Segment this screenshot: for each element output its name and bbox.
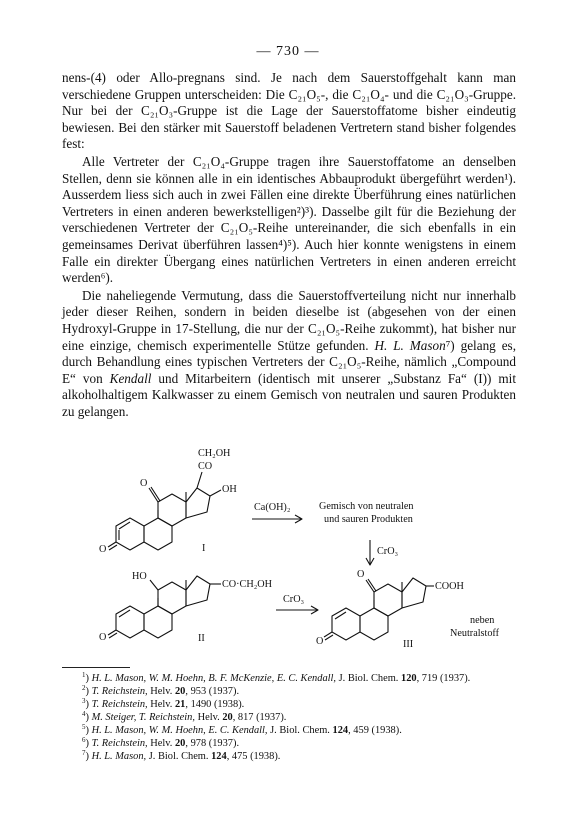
label-neben: neben <box>470 615 495 626</box>
arrow-caoh2 <box>252 515 302 523</box>
footnote-separator <box>62 667 130 668</box>
paragraph-3-part-a: Die naheliegende Vermutung, dass die Sauerstoffverteilung nicht nur innerhalb jeder dieser Reihen, sondern in beiden dieselbe ist (abgesehen von der einen Hydroxyl-Gruppe in 17-Stellung, die nur der C₂₁O₅-Reihe zukommt), hat bisher nur eine einzige, chemisch experimentelle Stütze gefunden. <box>62 287 516 353</box>
label-neutralstoff: Neutralstoff <box>450 628 500 639</box>
paragraph-1: nens-(4) oder Allo-pregnans sind. Je nach dem Sauerstoffgehalt kann man verschiedene Gruppen unterscheiden: Die C₂₁O₅-, die C₂₁O₄- und die C₂₁O₃-Gruppe. Nur bei der C₂₁O₃-Gruppe ist die Lage der Sauerstoffatome bisher eindeutig bewiesen. Bei den stärker mit Sauerstoff beladenen Vertretern stand bisher folgendes fest: <box>62 70 516 152</box>
structure-III <box>324 578 434 640</box>
label-o-enone-I: O <box>99 544 107 555</box>
paragraph-2: Alle Vertreter der C₂₁O₄-Gruppe tragen ihre Sauerstoffatome an denselben Stellen, denn sie können alle in ein identisches Abbauprodukt übergeführt werden¹). Ausserdem liess sich auch in zwei Fällen eine direkte Überführung eines natürlichen Vertreters in einen anderen bewerkstelligen²)³). Dasselbe gilt für die Beziehung der verschiedenen Vertreter der C₂₁O₅-Reihe untereinander, die sich ebenfalls in ein gemeinsames Derivat überführen lassen⁴)⁵). Auch hier konnte wenigstens in einem Falle ein direkter Übergang eines natürlichen Vertreters in einen anderen erreicht werden⁶). <box>62 153 516 286</box>
label-oh: OH <box>222 484 237 495</box>
label-ch2oh: CH₂OH <box>198 448 231 459</box>
label-compound-I: I <box>202 543 206 554</box>
footnote: $^1$) H. L. Mason, W. M. Hoehn, B. F. McKenzie, E. C. Kendall, J. Biol. Chem. 120, 719 (1937). <box>82 671 471 684</box>
product-text-line-1: Gemisch von neutralen <box>319 501 414 512</box>
arrow-cro3 <box>276 606 318 614</box>
label-compound-II: II <box>198 633 205 644</box>
label-o-ketone-I: O <box>140 478 148 489</box>
label-compound-III: III <box>403 639 414 650</box>
paragraph-3-part-c: und Mitarbeitern (identisch mit unserer „Substanz Fa“ (I)) mit alkoholhaltigem Kalkwasser zu einem Gemisch von neutralen und sauren Produkten zu gelangen. <box>62 370 516 419</box>
body-text <box>62 70 516 420</box>
label-cooh: COOH <box>435 581 464 592</box>
label-o-enone-II: O <box>99 632 107 643</box>
reaction-scheme <box>80 448 520 663</box>
footnote: $^4$) M. Steiger, T. Reichstein, Helv. 20, 817 (1937). <box>82 710 287 723</box>
paragraph-3-part-b: ⁷) gelang es, durch Behandlung eines typischen Vertreters der C₂₁O₅-Reihe, nämlich „Compound E“ von <box>62 337 516 386</box>
structure-II <box>108 576 221 638</box>
author-mason: H. L. Mason <box>374 337 446 353</box>
structure-I <box>108 472 221 550</box>
paragraph-3 <box>62 288 516 421</box>
label-co: CO <box>198 461 213 472</box>
label-o-ketone-III: O <box>357 569 365 580</box>
footnote: $^3$) T. Reichstein, Helv. 21, 1490 (1938). <box>82 697 245 710</box>
label-ho: HO <box>132 571 147 582</box>
arrow-cro3-down <box>366 540 374 565</box>
footnote: $^6$) T. Reichstein, Helv. 20, 978 (1937). <box>82 736 240 749</box>
footnote: $^7$) H. L. Mason, J. Biol. Chem. 124, 475 (1938). <box>82 749 281 762</box>
reagent-cro3-down: CrO₃ <box>377 546 399 557</box>
page-number: — 730 — <box>256 44 320 59</box>
reagent-cro3: CrO₃ <box>283 594 305 605</box>
reagent-caoh2: Ca(OH)₂ <box>254 502 291 513</box>
footnote: $^2$) T. Reichstein, Helv. 20, 953 (1937). <box>82 684 240 697</box>
author-kendall: Kendall <box>109 370 152 386</box>
footnote: $^5$) H. L. Mason, W. M. Hoehn, E. C. Kendall, J. Biol. Chem. 124, 459 (1938). <box>82 723 402 736</box>
footnotes <box>62 672 516 763</box>
label-side-chain: CO·CH₂OH <box>222 579 272 590</box>
label-o-enone-III: O <box>316 636 324 647</box>
product-text-line-2: und sauren Produkten <box>324 514 413 525</box>
